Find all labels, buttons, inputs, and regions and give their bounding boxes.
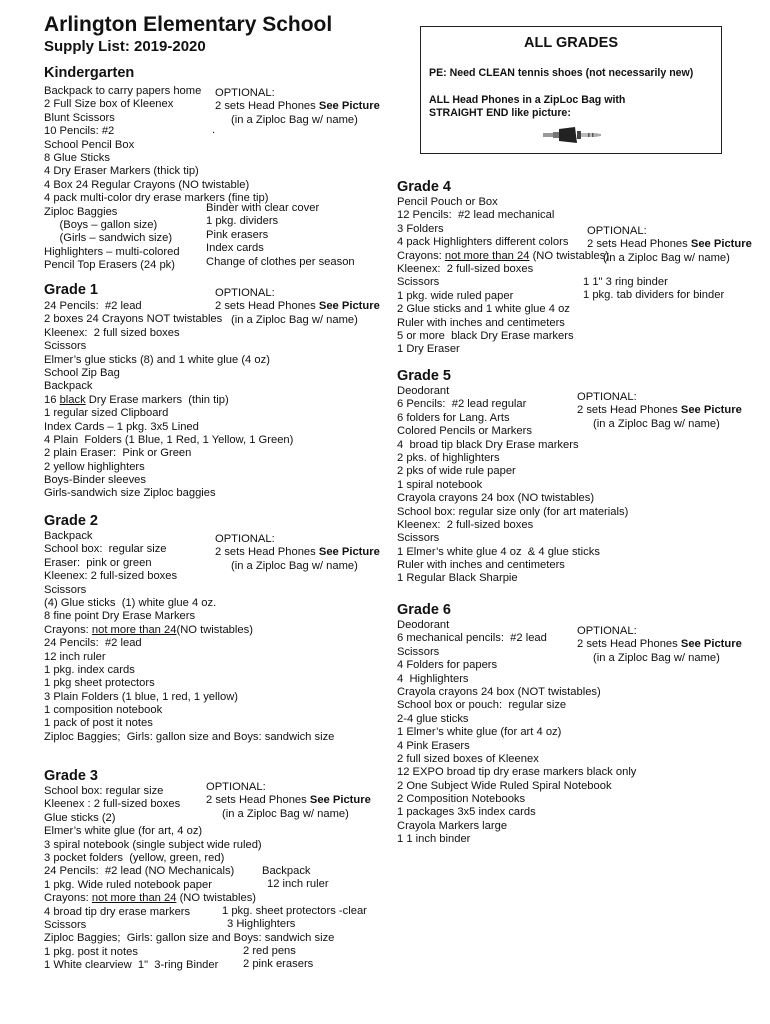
optional-label: OPTIONAL:: [215, 533, 275, 545]
supply-list-subtitle: Supply List: 2019-2020: [44, 38, 206, 55]
list-item: 2 Glue sticks and 1 white glue 4 oz: [397, 303, 570, 316]
kindergarten-heading: Kindergarten: [44, 65, 135, 81]
list-item: School box: regular size only (for art materials): [397, 505, 629, 518]
list-item: 12 inch ruler: [44, 650, 106, 663]
list-item: 4 pack Highlighters different colors: [397, 236, 569, 249]
stray-dot: .: [212, 124, 216, 136]
optional-headphones: 2 sets Head Phones See Picture: [206, 794, 371, 807]
grade1-heading: Grade 1: [44, 282, 98, 298]
list-item: Backpack: [262, 865, 311, 877]
optional-ziploc-note: (in a Ziploc Bag w/ name): [222, 807, 349, 820]
list-item: Scissors: [397, 532, 440, 545]
list-item: 4 Highlighters: [397, 672, 469, 685]
grade4-heading: Grade 4: [397, 179, 451, 195]
optional-ziploc-note: (in a Ziploc Bag w/ name): [231, 559, 358, 572]
list-item: 12 inch ruler: [267, 878, 329, 890]
list-item: Kleenex: 2 full sized boxes: [44, 326, 180, 339]
list-item: Index Cards – 1 pkg. 3x5 Lined: [44, 420, 199, 433]
list-item: 2 plain Eraser: Pink or Green: [44, 447, 192, 460]
list-item: 1 packages 3x5 index cards: [397, 806, 536, 819]
list-item: 1 pkg. sheet protectors -clear: [222, 905, 367, 917]
list-item: 4 Dry Eraser Markers (thick tip): [44, 165, 199, 178]
list-item: 1 pkg. Wide ruled notebook paper: [44, 878, 212, 891]
headphones-note-line2: STRAIGHT END like picture:: [429, 107, 571, 119]
list-item: 3 spiral notebook (single subject wide ruled): [44, 838, 262, 851]
list-item: 3 pocket folders (yellow, green, red): [44, 851, 225, 864]
optional-headphones: 2 sets Head Phones See Picture: [587, 238, 752, 251]
optional-headphones: 2 sets Head Phones See Picture: [577, 638, 742, 651]
optional-headphones: 2 sets Head Phones See Picture: [215, 300, 380, 313]
optional-label: OPTIONAL:: [215, 287, 275, 299]
list-item: Backpack: [44, 380, 93, 393]
list-item: 1 composition notebook: [44, 704, 163, 717]
optional-headphones: 2 sets Head Phones See Picture: [215, 546, 380, 559]
list-item: 1 pkg. post it notes: [44, 945, 138, 958]
list-item: Eraser: pink or green: [44, 556, 152, 569]
list-item: 1 1" 3 ring binder: [583, 276, 668, 288]
list-item: Elmer’s white glue (for art, 4 oz): [44, 825, 203, 838]
optional-headphones: 2 sets Head Phones See Picture: [215, 100, 380, 113]
grade1-optional: [215, 287, 380, 327]
list-item: 24 Pencils: #2 lead: [44, 300, 142, 312]
list-item: Scissors: [44, 340, 87, 353]
list-item: 2 pks. of highlighters: [397, 451, 500, 464]
list-item: 1 regular sized Clipboard: [44, 407, 169, 420]
list-item: Pencil Top Erasers (24 pk): [44, 259, 175, 272]
headphones-note-line1: ALL Head Phones in a ZipLoc Bag with: [429, 94, 626, 106]
optional-ziploc-note: (in a Ziploc Bag w/ name): [593, 651, 720, 664]
list-item: 1 Dry Eraser: [397, 343, 460, 356]
pe-note: PE: Need CLEAN tennis shoes (not necessarily new): [429, 67, 694, 79]
list-item: 2 Composition Notebooks: [397, 793, 526, 806]
list-item: Crayola crayons 24 box (NOT twistables): [397, 685, 601, 698]
list-item: Colored Pencils or Markers: [397, 425, 532, 438]
list-item: 4 Plain Folders (1 Blue, 1 Red, 1 Yellow, 1 Green): [44, 433, 294, 446]
list-item: Ruler with inches and centimeters: [397, 316, 565, 329]
list-item: 2 One Subject Wide Ruled Spiral Notebook: [397, 779, 612, 792]
list-item: 2-4 glue sticks: [397, 712, 469, 725]
all-grades-box: [420, 26, 722, 154]
list-item: Deodorant: [397, 385, 450, 397]
grade4-optional: [587, 225, 752, 265]
kindergarten-right-list: [206, 202, 355, 269]
grade6-heading: Grade 6: [397, 602, 451, 618]
list-item: Kleenex: 2 full-sized boxes: [397, 262, 534, 275]
school-title: Arlington Elementary School: [44, 13, 333, 36]
optional-label: OPTIONAL:: [577, 625, 637, 637]
list-item: 1 pkg. wide ruled paper: [397, 289, 514, 302]
list-item: 8 fine point Dry Erase Markers: [44, 610, 196, 623]
grade5-optional: [577, 391, 742, 431]
list-item: School Zip Bag: [44, 366, 120, 379]
list-item: Glue sticks (2): [44, 811, 116, 824]
optional-ziploc-note: (in a Ziploc Bag w/ name): [231, 113, 358, 126]
list-item: 1 Elmer’s white glue 4 oz & 4 glue sticks: [397, 545, 600, 558]
list-item: 2 yellow highlighters: [44, 460, 145, 473]
list-item: 4 broad tip dry erase markers: [44, 905, 191, 918]
optional-ziploc-note: (in a Ziploc Bag w/ name): [231, 313, 358, 326]
list-item: Scissors: [44, 918, 87, 931]
list-item: Blunt Scissors: [44, 111, 115, 124]
list-item: Scissors: [44, 583, 87, 596]
grade4-right-list: [583, 276, 724, 303]
grade3-optional: [206, 781, 371, 821]
list-item: 1 spiral notebook: [397, 478, 483, 491]
list-item: 3 Highlighters: [227, 918, 296, 930]
list-item: 1 Regular Black Sharpie: [397, 572, 518, 585]
list-item: 6 mechanical pencils: #2 lead: [397, 632, 547, 645]
list-item: 4 Folders for papers: [397, 659, 498, 672]
list-item: 5 or more black Dry Erase markers: [397, 329, 574, 342]
list-item: School box: regular size: [44, 543, 167, 556]
list-item: 3 Plain Folders (1 blue, 1 red, 1 yellow): [44, 690, 239, 703]
list-item: Index cards: [206, 242, 264, 255]
list-item: 6 folders for Lang. Arts: [397, 411, 510, 424]
list-item: (Boys – gallon size): [44, 218, 158, 231]
list-item: Kleenex: 2 full-sized boxes: [397, 518, 534, 531]
list-item: Girls-sandwich size Ziploc baggies: [44, 487, 216, 500]
list-item: Crayons: not more than 24 (NO twistables): [397, 249, 610, 262]
list-item: 2 red pens: [243, 945, 296, 957]
all-grades-title: ALL GRADES: [524, 35, 618, 51]
list-item: 8 Glue Sticks: [44, 151, 110, 164]
list-item: (Girls – sandwich size): [44, 232, 173, 245]
list-item: 1 White clearview 1" 3-ring Binder: [44, 959, 219, 972]
list-item: 4 Box 24 Regular Crayons (NO twistable): [44, 178, 250, 191]
list-item: 1 pkg. index cards: [44, 663, 135, 676]
optional-label: OPTIONAL:: [577, 391, 637, 403]
list-item: 12 Pencils: #2 lead mechanical: [397, 209, 555, 222]
list-item: Scissors: [397, 276, 440, 289]
list-item: Ziploc Baggies: [44, 205, 118, 218]
optional-ziploc-note: (in a Ziploc Bag w/ name): [603, 251, 730, 264]
list-item: Ruler with inches and centimeters: [397, 559, 565, 572]
list-item: 24 Pencils: #2 lead: [44, 637, 142, 650]
grade5-heading: Grade 5: [397, 368, 451, 384]
list-item: Highlighters – multi-colored: [44, 245, 180, 258]
list-item: School box: regular size: [44, 785, 164, 797]
list-item: Pencil Pouch or Box: [397, 196, 498, 208]
list-item: School Pencil Box: [44, 138, 135, 151]
list-item: 2 pks of wide rule paper: [397, 465, 516, 478]
list-item: Crayola Markers large: [397, 819, 508, 832]
list-item: 4 pack multi-color dry erase markers (fine tip): [44, 192, 269, 205]
list-item: 2 boxes 24 Crayons NOT twistables: [44, 313, 223, 326]
list-item: 6 Pencils: #2 lead regular: [397, 398, 527, 411]
list-item: Binder with clear cover: [206, 202, 320, 214]
grade6-optional: [577, 625, 742, 665]
grade2-optional: [215, 533, 380, 573]
list-item: 1 pack of post it notes: [44, 717, 153, 730]
list-item: 1 pkg. tab dividers for binder: [583, 289, 725, 302]
list-item: Pink erasers: [206, 228, 269, 241]
list-item: 16 black Dry Erase markers (thin tip): [44, 393, 229, 406]
grade4-section: [397, 178, 609, 357]
list-item: Crayola crayons 24 box (NO twistables): [397, 492, 595, 505]
optional-label: OPTIONAL:: [206, 781, 266, 793]
list-item: Ziploc Baggies; Girls: gallon size and Boys: sandwich size: [44, 932, 335, 945]
list-item: Backpack: [44, 530, 93, 542]
list-item: 4 Pink Erasers: [397, 739, 470, 752]
list-item: 2 full sized boxes of Kleenex: [397, 752, 539, 765]
list-item: 1 pkg sheet protectors: [44, 677, 155, 690]
list-item: Kleenex: 2 full-sized boxes: [44, 570, 178, 583]
list-item: Elmer’s glue sticks (8) and 1 white glue (4 oz): [44, 353, 270, 366]
list-item: 4 broad tip black Dry Erase markers: [397, 438, 579, 451]
list-item: (4) Glue sticks (1) white glue 4 oz.: [44, 596, 217, 609]
list-item: Backpack to carry papers home: [44, 85, 202, 97]
list-item: Ziploc Baggies; Girls: gallon size and Boys: sandwich size: [44, 730, 335, 743]
list-item: Deodorant: [397, 619, 450, 631]
list-item: Change of clothes per season: [206, 255, 355, 268]
list-item: 24 Pencils: #2 lead (NO Mechanicals): [44, 865, 235, 878]
list-item: 1 pkg. dividers: [206, 215, 279, 228]
optional-label: OPTIONAL:: [215, 87, 275, 99]
optional-label: OPTIONAL:: [587, 225, 647, 237]
headphone-jack-plug-icon: [541, 122, 609, 148]
list-item: Kleenex : 2 full-sized boxes: [44, 798, 181, 811]
list-item: 2 pink erasers: [243, 958, 314, 970]
list-item: Crayons: not more than 24(NO twistables): [44, 623, 253, 636]
list-item: Scissors: [397, 645, 440, 658]
list-item: Crayons: not more than 24 (NO twistables): [44, 892, 257, 905]
kindergarten-optional: [215, 87, 380, 127]
list-item: 2 Full Size box of Kleenex: [44, 98, 174, 111]
list-item: 1 1 inch binder: [397, 833, 471, 846]
grade3-heading: Grade 3: [44, 768, 98, 784]
optional-headphones: 2 sets Head Phones See Picture: [577, 404, 742, 417]
list-item: School box or pouch: regular size: [397, 699, 567, 712]
list-item: 10 Pencils: #2: [44, 125, 115, 138]
list-item: 1 Elmer’s white glue (for art 4 oz): [397, 726, 562, 739]
grade2-heading: Grade 2: [44, 513, 98, 529]
list-item: 12 EXPO broad tip dry erase markers black only: [397, 766, 637, 779]
list-item: 3 Folders: [397, 222, 444, 235]
list-item: Boys-Binder sleeves: [44, 474, 146, 487]
optional-ziploc-note: (in a Ziploc Bag w/ name): [593, 417, 720, 430]
